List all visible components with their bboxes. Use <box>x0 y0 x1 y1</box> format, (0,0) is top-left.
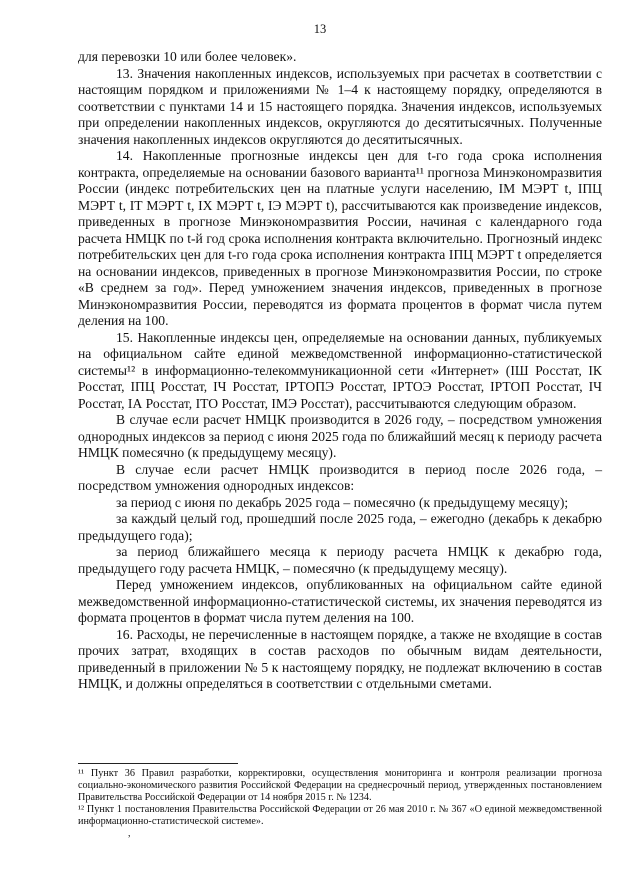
paragraph: В случае если расчет НМЦК производится в период после 2026 года, – посредством умножения однородных индексов: <box>78 461 602 493</box>
paragraph-15: 15. Накопленные индексы цен, определяемые на основании данных, публикуемых на официальном сайте единой межведомственной информационно-статистической системы¹² в информационно-телекоммуникационной сети «Интернет» (IШ Росстат, IК Росстат, IПЦ Росстат, IЧ Росстат, IРТОПЭ Росстат, IРТОЭ Росстат, IРТОП Росстат, IЧ Росстат, IА Росстат, IТО Росстат, IМЭ Росстат), рассчитываются следующим образом. <box>78 329 602 411</box>
paragraph: за период ближайшего месяца к периоду расчета НМЦК к декабрю года, предыдущего году расчета НМЦК, – помесячно (к предыдущему месяцу). <box>78 544 602 576</box>
paragraph: В случае если расчет НМЦК производится в 2026 году, – посредством умножения однородных индексов за период с июня 2025 года по ближайший месяц к периоду расчета НМЦК помесячно (к предыдущему месяцу). <box>78 412 602 460</box>
paragraph: Перед умножением индексов, опубликованных на официальном сайте единой межведомственной информационно-статистической системы, их значения переводятся из формата процентов в формат числа путем деления на 100. <box>78 577 602 625</box>
footnote-divider <box>78 763 238 764</box>
body-text <box>78 49 602 693</box>
paragraph-14: 14. Накопленные прогнозные индексы цен для t-го года срока исполнения контракта, определяемые на основании базового варианта¹¹ прогноза Минэкономразвития России (индекс потребительских цен на платные услуги населению, IМ МЭРТ t, IПЦ МЭРТ t, IТ МЭРТ t, IХ МЭРТ t, IЭ МЭРТ t), рассчитываются как произведение индексов, приведенных в прогнозе Минэкономразвития России, начиная с календарного года расчета НМЦК по t-й год срока исполнения контракта включительно. Прогнозный индекс потребительских цен для t-го года срока исполнения контракта IПЦ МЭРТ t определяется на основании индексов, приведенных в прогнозе Минэкономразвития России, по строке «В среднем за год». Перед умножением значения индексов, приведенных в прогнозе Минэкономразвития России, переводятся из формата процентов в формат числа путем деления на 100. <box>78 148 602 328</box>
paragraph: для перевозки 10 или более человек». <box>78 49 297 64</box>
paragraph: за каждый целый год, прошедший после 2025 года, – ежегодно (декабрь к декабрю предыдущего года); <box>78 511 602 543</box>
page-number: 13 <box>313 22 327 36</box>
paragraph-16: 16. Расходы, не перечисленные в настоящем порядке, а также не входящие в состав прочих затрат, входящих в состав расходов по обычным видам деятельности, приведенный в приложении № 5 к настоящему порядку, не подлежат включению в состав НМЦК, и должны определяться в соответствии с отдельными сметами. <box>78 626 602 691</box>
footnotes <box>78 768 602 828</box>
footnote-12: ¹² Пункт 1 постановления Правительства Российской Федерации от 26 мая 2010 г. № 367 «О единой межведомственной информационно-статистической системе». <box>78 804 602 827</box>
footnote-11: ¹¹ Пункт 36 Правил разработки, корректировки, осуществления мониторинга и контроля реализации прогноза социально-экономического развития Российской Федерации на среднесрочный период, утвержденных постановлением Правительства Российской Федерации от 14 ноября 2015 г. № 1234. <box>78 768 602 803</box>
paragraph: за период с июня по декабрь 2025 года – помесячно (к предыдущему месяцу); <box>116 494 569 510</box>
paragraph-13: 13. Значения накопленных индексов, используемых при расчетах в соответствии с настоящим порядком и приложениями № 1–4 к настоящему порядку, определяются в соответствии с пунктами 14 и 15 настоящего порядка. Значения индексов, используемых при определении накопленных индексов, округляются до десятитысячных. Полученные значения накопленных индексов округляются до десятитысячных. <box>78 65 602 147</box>
margin-mark: , <box>128 828 131 839</box>
